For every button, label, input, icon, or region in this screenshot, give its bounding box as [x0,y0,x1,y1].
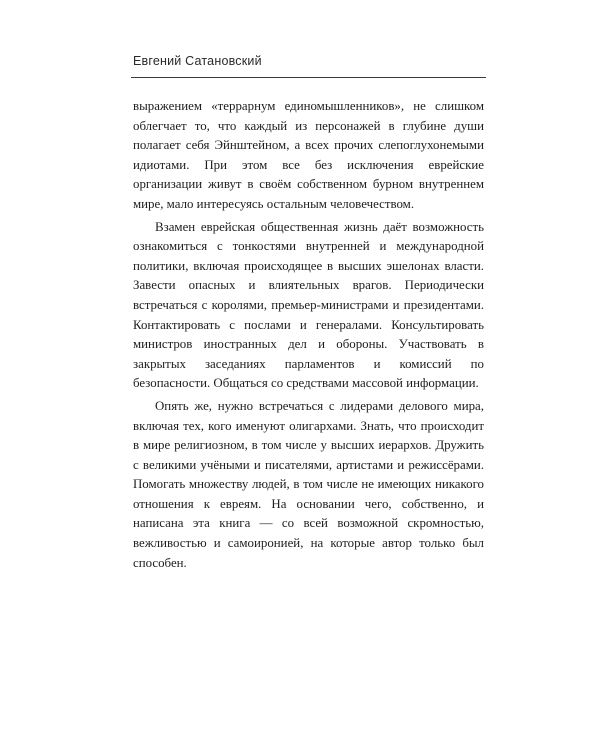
header-rule [131,77,486,78]
paragraph-2: Взамен еврейская общественная жизнь даёт возможность ознакомиться с тонкостями внутренней и международной политики, включая происходящее в высших эшелонах власти. Завести опасных и влиятельных врагов. Периодически встречаться с королями, премьер-министрами и президентами. Контактировать с послами и генералами. Консультировать министров иностранных дел и обороны. Участвовать в закрытых заседаниях парламентов и комиссий по безопасности. Общаться со средствами массовой информации. [133,219,484,391]
running-head-author: Евгений Сатановский [133,54,262,68]
paragraph-1: выражением «террарнум единомышленников», не слишком облегчает то, что каждый из персонажей в глубине души полагает себя Эйнштейном, а всех прочих слепоглухонемыми идиотами. При этом все без исключения еврейские организации живут в своём собственном бурном внутреннем мире, мало интересуясь остальным человечеством. [133,99,484,211]
paragraph-3: Опять же, нужно встречаться с лидерами делового мира, включая тех, кого именуют олигархами. Знать, что происходит в мире религиозном, в том числе у высших иерархов. Дружить с великими учёными и писателями, артистами и режиссёрами. Помогать множеству людей, в том числе не имеющих никакого отношения к евреям. На основании чего, собственно, и написана эта книга — со всей возможной скромностью, вежливостью и самоиронией, на которые автор только был способен. [133,398,484,570]
body-text [133,97,484,573]
